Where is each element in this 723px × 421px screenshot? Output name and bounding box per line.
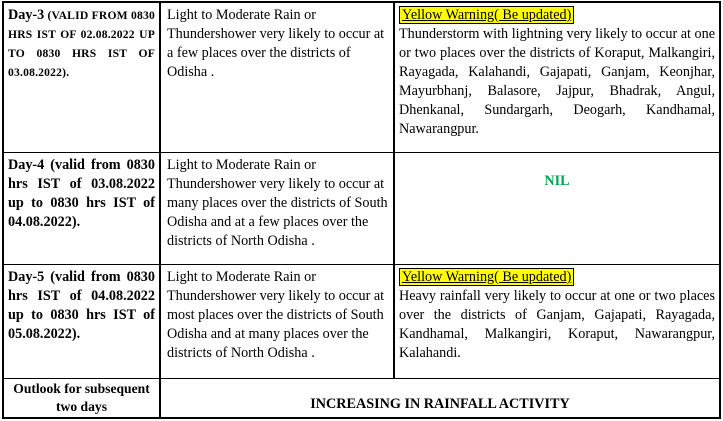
outlook-label: Outlook for subsequent two days [13,381,150,414]
day-3-warning-cell [395,3,719,152]
forecast-table [2,1,721,419]
day-4-warning-cell [395,153,719,264]
outlook-text-cell [161,379,719,417]
day-3-warning-text: Thunderstorm with lightning very likely to occur at one or two places over the districts of Koraput, Malkangiri, Rayagada, Kalahandi, Gajapati, Ganjam, Keonjhar, Mayurbhanj, Balasore, Jajpur, Bhadrak, Angul, Dhenkanal, Sundargarh, Deogarh, Kandhamal, Nawarangpur. [399,26,715,137]
day-5-validity: Day-5 (valid from 0830 hrs IST of 04.08.2022 up to 0830 hrs IST of 05.08.2022). [8,269,155,342]
day-3-forecast-cell [161,3,395,152]
day-3-forecast: Light to Moderate Rain or Thundershower very likely to occur at a few places over the districts of Odisha . [167,7,385,80]
day-5-validity-cell [4,265,161,378]
day-5-warning-label: Yellow Warning( Be updated) [399,268,574,286]
table-row-day-3 [4,3,719,153]
day-5-warning-cell [395,265,719,378]
day-5-warning-text: Heavy rainfall very likely to occur at one or two places over the districts of Ganjam, Gajapati, Rayagada, Kandhamal, Malkangiri, Koraput, Nawarangpur, Kalahandi. [399,288,715,361]
day-4-forecast-cell [161,153,395,264]
day-4-warning-nil: NIL [544,173,570,189]
outlook-label-cell [4,379,161,417]
day-5-validity-period: (valid from 0830 hrs IST of 04.08.2022 up to 0830 hrs IST of 05.08.2022). [8,269,155,342]
table-row-outlook [4,379,719,417]
day-3-validity-period: (VALID FROM 0830 HRS IST OF 02.08.2022 UP TO 0830 HRS IST OF 03.08.2022). [8,9,155,79]
day-5-forecast: Light to Moderate Rain or Thundershower very likely to occur at most places over the districts of South Odisha and at many places over the districts of North Odisha . [167,269,385,361]
day-4-validity: Day-4 (valid from 0830 hrs IST of 03.08.2022 up to 0830 hrs IST of 04.08.2022). [8,157,155,230]
day-5-forecast-cell [161,265,395,378]
day-4-validity-cell [4,153,161,264]
day-3-validity: Day-3 (VALID FROM 0830 HRS IST OF 02.08.2022 UP TO 0830 HRS IST OF 03.08.2022). [8,7,155,79]
day-4-validity-period: (valid from 0830 hrs IST of 03.08.2022 up to 0830 hrs IST of 04.08.2022). [8,157,155,230]
day-4-forecast: Light to Moderate Rain or Thundershower very likely to occur at many places over the districts of South Odisha and at a few places over the districts of North Odisha . [167,157,388,249]
table-row-day-5 [4,265,719,379]
table-row-day-4 [4,153,719,265]
day-3-validity-cell [4,3,161,152]
day-3-warning-label: Yellow Warning( Be updated) [399,6,574,24]
outlook-text: INCREASING IN RAINFALL ACTIVITY [310,396,570,412]
